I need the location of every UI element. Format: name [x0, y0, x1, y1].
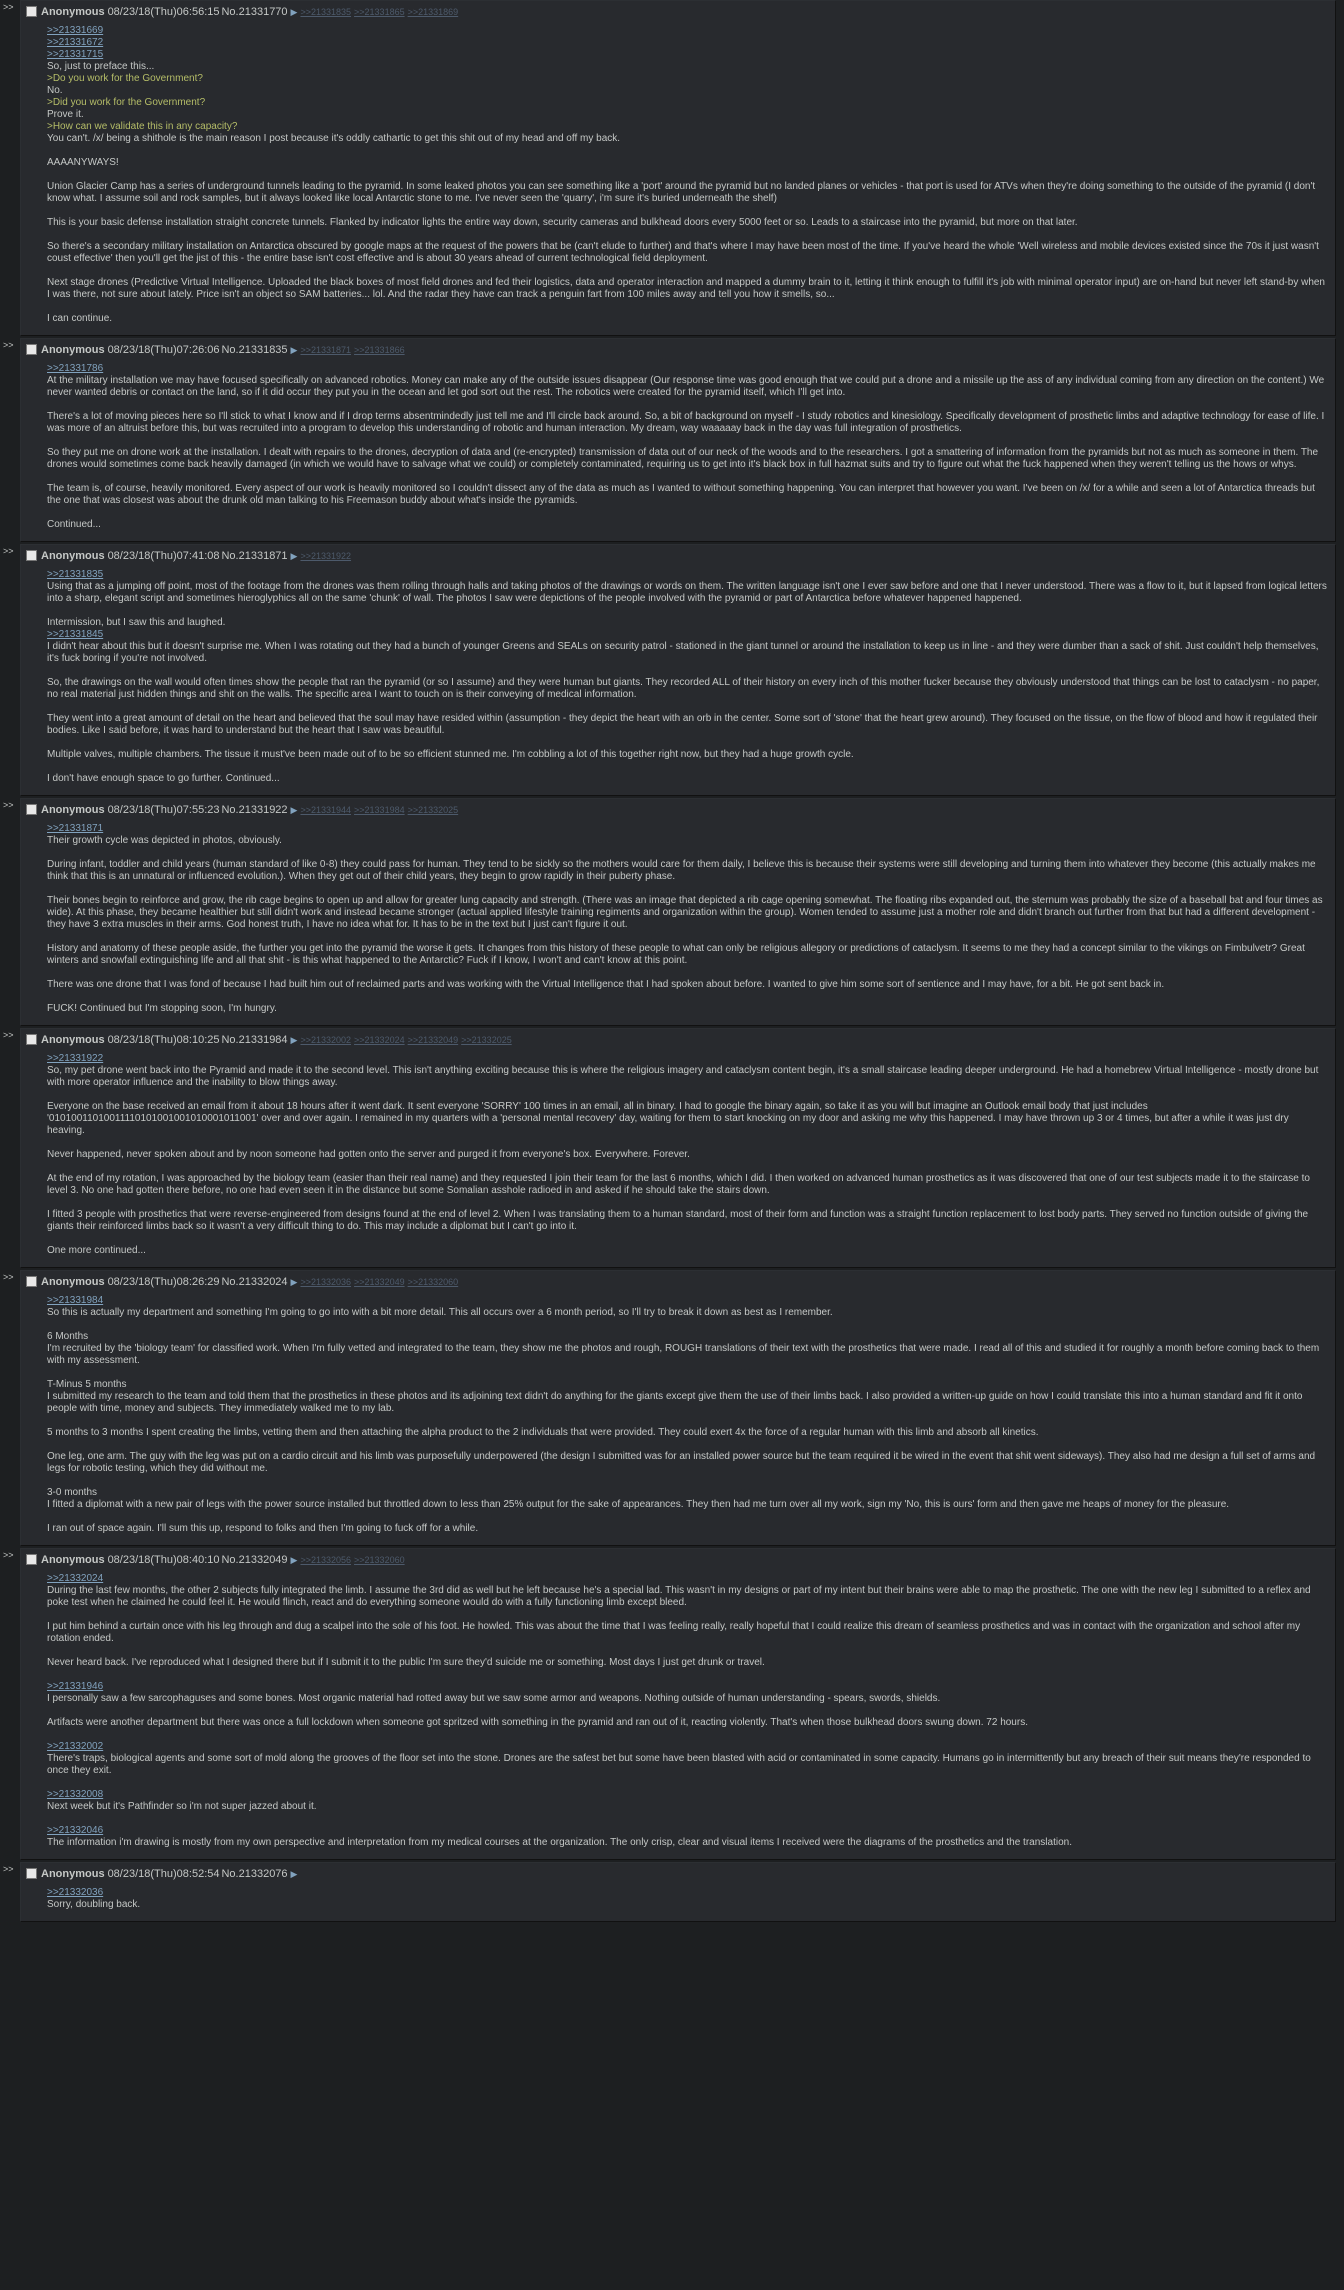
post-info [25, 1274, 1327, 1291]
post-number[interactable]: No.21331922 [221, 804, 288, 816]
line-break [47, 931, 1327, 943]
post-date: 08/23/18(Thu)06:56:15 [107, 6, 220, 18]
post-date: 08/23/18(Thu)07:55:23 [107, 804, 220, 816]
message-text: Everyone on the base received an email from it about 18 hours after it went dark. It sent everyone 'SORRY' 100 times in an email, all in binary. I had to google the binary again, so take it as you will but imagine an Outlook email body that just includes '01010011010011110101001001010001011001' over and over again. I remained in my quarters with a 'personal mental recovery' day, waiting for them to start knocking on my door and asking me why this happened. I may have thrown up 3 or 4 times, but after a while it was just dry heaving. [47, 1101, 1289, 1136]
message-text: So there's a secondary military installation on Antarctica obscured by google maps at the request of the powers that be (can't elude to further) and that's where I may have been most of the time. If you've heard the whole 'Well wireless and mobile devices existed since the 70s it just wasn't coust effective' then you'll get the jist of this - the entire base isn't cost effective and is about 30 years ahead of current technological field deployment. [47, 241, 1319, 264]
line-break [47, 265, 1327, 277]
reply-container [0, 338, 1344, 542]
reply-post [20, 338, 1336, 542]
message-text: Using that as a jumping off point, most of the footage from the drones was them rolling through halls and taking photos of the drawings or words on them. The written language isn't one I ever saw before and one that I never understood. There was a flow to it, but it lapsed from logical letters into a sharp, elegant script and sometimes hieroglyphics all on the same 'chunk' of wall. The photos I saw were depictions of the people involved with the pyramid or part of Antarctica before whatever happened happened. [47, 581, 1327, 604]
line-break [47, 1439, 1327, 1451]
backlink[interactable]: >>21331984 [354, 805, 405, 815]
reply-container [0, 1862, 1344, 1922]
line-break [47, 435, 1327, 447]
message-text: Sorry, doubling back. [47, 1899, 141, 1910]
backlink[interactable]: >>21332002 [300, 1035, 352, 1045]
post-menu-arrow-icon[interactable]: ▶ [290, 345, 298, 355]
message-text: FUCK! Continued but I'm stopping soon, I'm hungry. [47, 1003, 277, 1014]
message-text: No. [47, 85, 63, 96]
quote-link[interactable]: >>21331669 [47, 25, 104, 36]
line-break [47, 991, 1327, 1003]
post-info [25, 4, 1327, 21]
line-break [47, 605, 1327, 617]
line-break [47, 1729, 1327, 1741]
line-break [47, 1705, 1327, 1717]
message-text: Intermission, but I saw this and laughed. [47, 617, 226, 628]
reply-post [20, 798, 1336, 1026]
line-break [47, 847, 1327, 859]
message-text: I didn't hear about this but it doesn't surprise me. When I was rotating out they had a bunch of younger Greens and SEALs on security patrol - stationed in the giant tunnel or around the installation to keep us in line - and they were dumber than a sack of shit. Just couldn't help themselves, it's fuck boring if you're not involved. [47, 641, 1319, 664]
line-break [47, 1415, 1327, 1427]
line-break [47, 1813, 1327, 1825]
message-text: At the military installation we may have focused specifically on advanced robotics. Money can make any of the outside issues disappear (Our response time was good enough that we could put a drone and a missile up the ass of any individual coming from any direction on the content.) We never wanted debris or contact on the land, so if it did occur they put you in the ocean and let god sort out the rest. The robotics were created for the pyramid itself, which I'll get into. [47, 375, 1325, 398]
post-info [25, 1866, 1327, 1883]
reply-post [20, 0, 1336, 336]
quote-link[interactable]: >>21331715 [47, 49, 104, 60]
backlink[interactable]: >>21332036 [300, 1277, 352, 1287]
message-text: So, my pet drone went back into the Pyramid and made it to the second level. This isn't anything exciting because this is where the religious imagery and cataclysm content begin, it's a small staircase leading deeper underground. He had a homebrew Virtual Intelligence - mostly drone but with more operator influence and the inability to blow things away. [47, 1065, 1319, 1088]
line-break [47, 1367, 1327, 1379]
backlinks [300, 1555, 407, 1565]
message-text: I submitted my research to the team and told them that the prosthetics in these photos and its adjoining text didn't do anything for the giants except give them the use of their limbs back. I also provided a written-up guide on how I could translate this into a human standard and fit it onto people with time, money and subjects. They immediately walked me to my lab. [47, 1391, 1303, 1414]
poster-name: Anonymous [41, 1868, 105, 1880]
line-break [47, 507, 1327, 519]
backlink[interactable]: >>21331865 [354, 7, 405, 17]
line-break [47, 1161, 1327, 1173]
line-break [47, 1197, 1327, 1209]
quote-link[interactable]: >>21331871 [47, 823, 104, 834]
backlink[interactable]: >>21332049 [354, 1277, 405, 1287]
backlink[interactable]: >>21332060 [407, 1277, 459, 1287]
message-text: At the end of my rotation, I was approached by the biology team (easier than their real name) and they requested I join their team for the last 6 months, which I did. I then worked on advanced human prosthetics as it was discovered that one of our test subjects made it to the staircase to level 3. No one had gotten there before, no one had even seen it in the distance but some Somalian asshole radioed in and asked if he should take the stairs down. [47, 1173, 1310, 1196]
backlink[interactable]: >>21332056 [300, 1555, 352, 1565]
message-text: T-Minus 5 months [47, 1379, 127, 1390]
greentext-line: >Did you work for the Government? [47, 97, 206, 108]
line-break [47, 229, 1327, 241]
backlink[interactable]: >>21331835 [300, 7, 352, 17]
quote-link[interactable]: >>21331845 [47, 629, 104, 640]
post-checkbox[interactable] [26, 1868, 37, 1879]
post-date: 08/23/18(Thu)08:52:54 [107, 1868, 220, 1880]
message-text: Artifacts were another department but there was once a full lockdown when someone got spritzed with something in the pyramid and ran out of it, reacting violently. That's when those bulkhead doors swung down. 72 hours. [47, 1717, 1028, 1728]
post-checkbox[interactable] [26, 550, 37, 561]
message-text: They went into a great amount of detail on the heart and believed that the soul may have resided within (assumption - they depict the heart with an orb in the center. Some sort of 'stone' that the heart grew around). They focused on the tissue, on the flow of blood and how it regulated their bodies. Like I said before, it was hard to understand but the heart that I saw was beautiful. [47, 713, 1318, 736]
line-break [47, 1645, 1327, 1657]
post-info [25, 1032, 1327, 1049]
post-info [25, 802, 1327, 819]
message-text: So, just to preface this... [47, 61, 155, 72]
message-text: Their growth cycle was depicted in photos, obviously. [47, 835, 282, 846]
post-checkbox[interactable] [26, 6, 37, 17]
line-break [47, 1319, 1327, 1331]
message-text: 6 Months [47, 1331, 89, 1342]
message-text: This is your basic defense installation straight concrete tunnels. Flanked by indicator lights the entire way down, security cameras and bulkhead doors every 5000 feet or so. Leads to a staircase into the pyramid, but more on that later. [47, 217, 1078, 228]
backlink[interactable]: >>21331871 [300, 345, 352, 355]
side-arrows: >> [3, 1864, 14, 1874]
post-menu-arrow-icon[interactable]: ▶ [290, 551, 298, 561]
poster-name: Anonymous [41, 1034, 105, 1046]
post-number[interactable]: No.21332049 [221, 1554, 288, 1566]
quote-link[interactable]: >>21332036 [47, 1887, 104, 1898]
message-text: History and anatomy of these people aside, the further you get into the pyramid the worse it gets. It changes from this history of these people to what can only be religious allegory or predictions of cataclysm. It seems to me they had a concept similar to the vikings on Fimbulvetr? Great winters and snowfall extinguishing life and all that shit - is this what happened to the Antarctic? Fuck if I know, I won't and can't know at this point. [47, 943, 1305, 966]
poster-name: Anonymous [41, 344, 105, 356]
post-menu-arrow-icon[interactable]: ▶ [290, 1035, 298, 1045]
post-number[interactable]: No.21331835 [221, 344, 288, 356]
backlinks [300, 805, 461, 815]
side-arrows: >> [3, 1030, 14, 1040]
line-break [47, 883, 1327, 895]
post-message [47, 569, 1327, 785]
message-text: I can continue. [47, 313, 113, 324]
line-break [47, 205, 1327, 217]
message-text: Their bones begin to reinforce and grow, the rib cage begins to open up and allow for greater lung capacity and strength. (There was an image that depicted a rib cage opening somewhat. The floating ribs expanded out, the sternum was probably the size of a baseball bat and four times as wide). At this phase, they became healthier but still didn't work and instead became stronger (actual applied lifestyle training regiments and organization within the group). Women tended to assume just a mother role and didn't branch out further from that but had a different development - they have 3 extra muscles in their arms. God honest truth, I have no idea what for. It has to be in the text but I just can't figure it out. [47, 895, 1323, 930]
message-text: Next stage drones (Predictive Virtual Intelligence. Uploaded the black boxes of most field drones and fed their logistics, data and operator interaction and mapped a dummy brain to it, letting it think enough to fulfill it's job with minimal operator input) are on-hand but never left stand-by when I was there, not sure about lately. Price isn't an object so SAM batteries... lol. And the radar they have can track a penguin fart from 100 miles away and tell you how it smells, so... [47, 277, 1325, 300]
message-text: Never heard back. I've reproduced what I designed there but if I submit it to the public I'm sure they'd suicide me or something. Most days I just get drunk or travel. [47, 1657, 765, 1668]
greentext-line: >How can we validate this in any capacity? [47, 121, 238, 132]
side-arrows: >> [3, 340, 14, 350]
message-text: One leg, one arm. The guy with the leg was put on a cardio circuit and his limb was purposefully underpowered (the design I submitted was for an installed power source but the team required it be wired in the event that shit went sideways). They also had me design a full set of arms and legs for robotic testing, which they did without me. [47, 1451, 1316, 1474]
backlink[interactable]: >>21331866 [354, 345, 405, 355]
message-text: I put him behind a curtain once with his leg through and dug a scalpel into the sole of his foot. He howled. This was about the time that I was feeling really, really hopeful that I could realize this dream of seamless prosthetics and was in contact with the organization and school after my rotation ended. [47, 1621, 1301, 1644]
backlink[interactable]: >>21331944 [300, 805, 352, 815]
backlink[interactable]: >>21332025 [461, 1035, 512, 1045]
message-text: There's traps, biological agents and some sort of mold along the grooves of the floor set into the stone. Drones are the safest bet but some have been blasted with acid or contaminated in some capacity. Humans go in intermittently but any breach of their suit means they're responded to once they exit. [47, 1753, 1311, 1776]
line-break [47, 1511, 1327, 1523]
line-break [47, 1475, 1327, 1487]
reply-container [0, 1270, 1344, 1546]
quote-link[interactable]: >>21332002 [47, 1741, 104, 1752]
poster-name: Anonymous [41, 804, 105, 816]
backlink[interactable]: >>21331922 [300, 551, 352, 561]
post-date: 08/23/18(Thu)08:10:25 [107, 1034, 220, 1046]
message-text: So they put me on drone work at the installation. I dealt with repairs to the drones, decryption of data and (re-encrypted) transmission of data out of our neck of the woods and to the researchers. I got a smattering of information from the pyramids but not as much as someone in them. The drones would sometimes come back heavily damaged (in which we would have to salvage what we could) or completely contaminated, requiring us to get into it's black box in full hazmat suits and try to figure out what the fuck happened when they weren't telling us the hows or whys. [47, 447, 1319, 470]
line-break [47, 761, 1327, 773]
message-text: I fitted 3 people with prosthetics that were reverse-engineered from designs found at the end of level 2. When I was translating them to a human standard, most of their form and function was a straight function replacement to lost body parts. They served no function outside of giving the giants their reinforced limbs back so it wasn't a very difficult thing to do. This may include a diplomat but I can't go into it. [47, 1209, 1309, 1232]
post-checkbox[interactable] [26, 1554, 37, 1565]
post-info [25, 342, 1327, 359]
backlinks [300, 551, 354, 561]
line-break [47, 737, 1327, 749]
quote-link[interactable]: >>21331786 [47, 363, 104, 374]
message-text: Never happened, never spoken about and by noon someone had gotten onto the server and purged it from everyone's box. Everywhere. Forever. [47, 1149, 690, 1160]
message-text: AAAANYWAYS! [47, 157, 119, 168]
line-break [47, 471, 1327, 483]
side-arrows: >> [3, 1272, 14, 1282]
greentext-line: >Do you work for the Government? [47, 73, 203, 84]
post-date: 08/23/18(Thu)08:26:29 [107, 1276, 220, 1288]
post-checkbox[interactable] [26, 1034, 37, 1045]
post-info [25, 1552, 1327, 1569]
reply-post [20, 1028, 1336, 1268]
message-text: So this is actually my department and something I'm going to go into with a bit more detail. This all occurs over a 6 month period, so I'll try to break it down as best as I remember. [47, 1307, 833, 1318]
line-break [47, 1089, 1327, 1101]
message-text: There was one drone that I was fond of because I had built him out of reclaimed parts and was working with the Virtual Intelligence that I had spoken about before. I wanted to give him some sort of sentience and I may have, for a bit. He got sent back in. [47, 979, 1165, 990]
reply-container [0, 1028, 1344, 1268]
side-arrows: >> [3, 800, 14, 810]
backlink[interactable]: >>21332049 [407, 1035, 459, 1045]
quote-link[interactable]: >>21331922 [47, 1053, 104, 1064]
post-menu-arrow-icon[interactable]: ▶ [290, 1555, 298, 1565]
quote-link[interactable]: >>21331672 [47, 37, 104, 48]
message-text: During the last few months, the other 2 subjects fully integrated the limb. I assume the 3rd did as well but he left because he's a special lad. This wasn't in my designs or part of my intent but their brains were able to map the prosthetic. The one with the new leg I submitted to a reflex and poke test when he claimed he could feel it. He would flinch, react and do everything someone would do with a fully functioning limb except bleed. [47, 1585, 1311, 1608]
backlink[interactable]: >>21332060 [354, 1555, 405, 1565]
quote-link[interactable]: >>21332024 [47, 1573, 104, 1584]
quote-link[interactable]: >>21331984 [47, 1295, 104, 1306]
message-text: Continued... [47, 519, 101, 530]
line-break [47, 301, 1327, 313]
post-date: 08/23/18(Thu)08:40:10 [107, 1554, 220, 1566]
line-break [47, 169, 1327, 181]
reply-post [20, 1270, 1336, 1546]
message-text: I don't have enough space to go further. Continued... [47, 773, 280, 784]
side-arrows: >> [3, 2, 14, 12]
post-message [47, 1887, 1327, 1911]
message-text: Union Glacier Camp has a series of underground tunnels leading to the pyramid. In some leaked photos you can see something like a 'port' around the pyramid but no landed planes or vehicles - that port is used for ATVs when they're doing something to the outside of the pyramid (I don't know what. I assume soil and rock samples, but it always looked like local Antarctic stone to me. I've never seen the 'quarry', i'm sure it's buried underneath the shelf) [47, 181, 1316, 204]
reply-container [0, 798, 1344, 1026]
backlink[interactable]: >>21331869 [407, 7, 459, 17]
line-break [47, 1137, 1327, 1149]
message-text: Next week but it's Pathfinder so i'm not super jazzed about it. [47, 1801, 317, 1812]
reply-container [0, 0, 1344, 336]
post-menu-arrow-icon[interactable]: ▶ [290, 1277, 298, 1287]
post-number[interactable]: No.21332024 [221, 1276, 288, 1288]
post-number[interactable]: No.21331984 [221, 1034, 288, 1046]
quote-link[interactable]: >>21332046 [47, 1825, 104, 1836]
reply-post [20, 1862, 1336, 1922]
quote-link[interactable]: >>21332008 [47, 1789, 104, 1800]
post-message [47, 1573, 1327, 1849]
message-text: There's a lot of moving pieces here so I'll stick to what I know and if I drop terms absentmindedly just tell me and I'll circle back around. So, a bit of background on myself - I study robotics and kinesiology. Specifically development of prosthetic limbs and adaptive technology for ease of life. I was more of an altruist before this, but was recruited into a program to develop this understanding of robotic and human interaction. My dream, way waaaaay back in the day was full integration of prosthetics. [47, 411, 1325, 434]
post-date: 08/23/18(Thu)07:26:06 [107, 344, 220, 356]
reply-container [0, 544, 1344, 796]
line-break [47, 701, 1327, 713]
side-arrows: >> [3, 1550, 14, 1560]
quote-link[interactable]: >>21331835 [47, 569, 104, 580]
post-number[interactable]: No.21331770 [221, 6, 288, 18]
post-number[interactable]: No.21332076 [221, 1868, 288, 1880]
message-text: You can't. /x/ being a shithole is the main reason I post because it's oddly cathartic to get this shit out of my head and off my back. [47, 133, 621, 144]
message-text: The information i'm drawing is mostly from my own perspective and interpretation from my medical courses at the organization. The only crisp, clear and visual items I received were the diagrams of the prosthetics and the translation. [47, 1837, 1072, 1848]
line-break [47, 1777, 1327, 1789]
post-checkbox[interactable] [26, 804, 37, 815]
line-break [47, 1609, 1327, 1621]
post-menu-arrow-icon[interactable]: ▶ [290, 1869, 298, 1879]
poster-name: Anonymous [41, 550, 105, 562]
post-info [25, 548, 1327, 565]
message-text: 3-0 months [47, 1487, 98, 1498]
post-message [47, 1053, 1327, 1257]
message-text: The team is, of course, heavily monitored. Every aspect of our work is heavily monitored so I couldn't dissect any of the data as much as I wanted to without something happening. You can interpret that however you want. I've been on /x/ for a while and seen a lot of Antarctica threads but the one that was closest was about the drunk old man talking to his Freemason buddy about what's inside the pyramids. [47, 483, 1315, 506]
post-number[interactable]: No.21331871 [221, 550, 288, 562]
reply-post [20, 1548, 1336, 1860]
line-break [47, 665, 1327, 677]
message-text: I ran out of space again. I'll sum this up, respond to folks and then I'm going to fuck off for a while. [47, 1523, 479, 1534]
backlinks [300, 345, 407, 355]
post-message [47, 363, 1327, 531]
quote-link[interactable]: >>21331946 [47, 1681, 104, 1692]
poster-name: Anonymous [41, 6, 105, 18]
post-checkbox[interactable] [26, 344, 37, 355]
line-break [47, 399, 1327, 411]
poster-name: Anonymous [41, 1554, 105, 1566]
reply-container [0, 1548, 1344, 1860]
line-break [47, 1669, 1327, 1681]
line-break [47, 1233, 1327, 1245]
side-arrows: >> [3, 546, 14, 556]
post-message [47, 25, 1327, 325]
backlink[interactable]: >>21332025 [407, 805, 459, 815]
message-text: 5 months to 3 months I spent creating the limbs, vetting them and then attaching the alpha product to the 2 individuals that were provided. They could exert 4x the force of a regular human with this limb and absorb all kinetics. [47, 1427, 1039, 1438]
line-break [47, 145, 1327, 157]
message-text: So, the drawings on the wall would often times show the people that ran the pyramid (or so I assume) and they were human but giants. They recorded ALL of their history on every inch of this mother fucker because they obviously understood that things can be lost to cataclysm - no paper, no real material just hidden things and shit on the walls. The specific area I want to touch on is their conveying of medical information. [47, 677, 1320, 700]
poster-name: Anonymous [41, 1276, 105, 1288]
post-menu-arrow-icon[interactable]: ▶ [290, 805, 298, 815]
message-text: Multiple valves, multiple chambers. The tissue it must've been made out of to be so efficient stunned me. I'm cobbling a lot of this together right now, but they had a huge growth cycle. [47, 749, 854, 760]
message-text: One more continued... [47, 1245, 146, 1256]
line-break [47, 967, 1327, 979]
message-text: I fitted a diplomat with a new pair of legs with the power source installed but throttled down to less than 25% output for the sake of appearances. They then had me turn over all my work, sign my 'No, this is ours' form and then gave me heaps of money for the pleasure. [47, 1499, 1230, 1510]
post-message [47, 1295, 1327, 1535]
backlinks [300, 1035, 514, 1045]
message-text: I personally saw a few sarcophaguses and some bones. Most organic material had rotted away but we saw some armor and weapons. Nothing outside of human understanding - spears, swords, shields. [47, 1693, 941, 1704]
post-menu-arrow-icon[interactable]: ▶ [290, 7, 298, 17]
backlinks [300, 1277, 461, 1287]
backlinks [300, 7, 461, 17]
message-text: During infant, toddler and child years (human standard of like 0-8) they could pass for human. They tend to be sickly so the mothers would care for them daily, I believe this is because their systems were still developing and turning them into whatever they become (this actually makes me think that this is an unnatural or influenced evolution.). When they get out of their child years, they begin to grow rapidly in their puberty phase. [47, 859, 1316, 882]
post-date: 08/23/18(Thu)07:41:08 [107, 550, 220, 562]
post-message [47, 823, 1327, 1015]
backlink[interactable]: >>21332024 [354, 1035, 405, 1045]
reply-post [20, 544, 1336, 796]
message-text: Prove it. [47, 109, 84, 120]
post-checkbox[interactable] [26, 1276, 37, 1287]
message-text: I'm recruited by the 'biology team' for classified work. When I'm fully vetted and integrated to the team, they show me the photos and rough, ROUGH translations of their text with the prosthetics that were made. I read all of this and studied it for roughly a month before coming back to them with my assessment. [47, 1343, 1320, 1366]
